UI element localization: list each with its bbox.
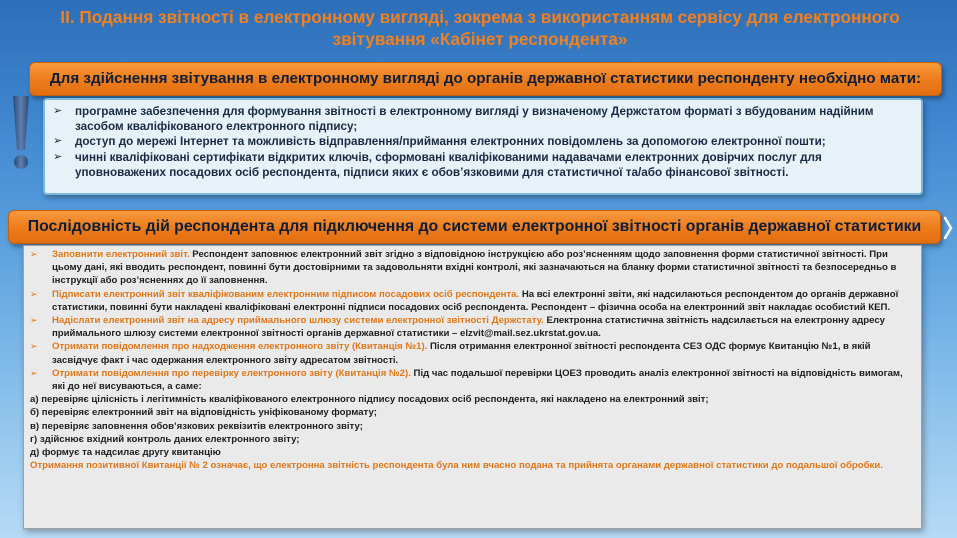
sequence-header: Послідовність дій респондента для підключення до системи електронної звітності органів державної статистики (8, 210, 941, 244)
step-text: Електронна статистична звітність надсилається на електронну адресу приймального шлюзу системи електронної звітності органів державної статистики – elzvit@mail.sez.ukrstat.gov.ua. (52, 315, 885, 340)
sequence-step (30, 248, 913, 288)
requirement-item (53, 134, 911, 149)
check-item: д) формує та надсилає другу квитанцію (30, 447, 221, 459)
step-lead: Отримати повідомлення про перевірку електронного звіту (Квитанція №2). (52, 367, 411, 379)
step-lead: Підписати електронний звіт кваліфікованим електронним підписом посадових осіб респондента. (52, 288, 520, 300)
requirements-panel (43, 98, 923, 195)
step-text: На всі електронні звіти, які надсилаються респондентом до органів державної статистики, повинні бути накладені кваліфіковані електронні підписи посадових осіб респондента. Респондент – фізична особа на електронний звіт накладає особистий КЕП. (52, 288, 899, 313)
check-item: б) перевіряє електронний звіт на відповідність уніфікованому формату; (30, 407, 377, 419)
requirement-text: доступ до мережі Інтернет та можливість відправлення/приймання електронних повідомлень за допомогою електронної пошти; (75, 135, 826, 149)
step-lead: Отримати повідомлення про надходження електронного звіту (Квитанція №1). (52, 341, 428, 353)
chevron-right-icon (943, 214, 953, 242)
check-item: в) перевіряє заповнення обов’язкових реквізитів електронного звіту; (30, 420, 363, 432)
requirement-text: чинні кваліфіковані сертифікати відкритих ключів, сформовані кваліфікованими надавачами електронних довірчих послуг для уповноважених посадових осіб респондента, підписи яких є обов’язковими для статистичної та/або фінансової звітності. (75, 150, 822, 179)
check-item: г) здійснює вхідний контроль даних електронного звіту; (30, 433, 300, 445)
slide-title: ІІ. Подання звітності в електронному вигляді, зокрема з використанням сервісу для електронного звітування «Кабінет респондента» (60, 7, 900, 49)
arrow-bullet-icon: ➢ (30, 341, 38, 352)
requirement-item (53, 150, 911, 180)
sequence-step (30, 367, 913, 393)
sequence-step (30, 314, 913, 340)
step-text: Після отримання електронної звітності респондента СЕЗ ОДС формує Квитанцію №1, в якій засвідчує факт і час одержання електронного звіту адресатом звітності. (52, 341, 871, 366)
arrow-bullet-icon: ➢ (30, 249, 38, 259)
sequence-step (30, 288, 913, 314)
step-text: Респондент заповнює електронний звіт згідно з відповідною інструкцією або роз’ясненням щодо заповнення форми статистичної звітності. При цьому дані, які вводить респондент, повинні бути достовірними та задовольняти вхідні контролі, які зазначаються на бланку форми статистичної звітності та безпосередньо в інструкції або роз’ясненнях до її заповнення. (52, 249, 897, 287)
sequence-panel (23, 245, 922, 529)
requirement-item (53, 104, 911, 134)
step-lead: Заповнити електронний звіт. (52, 249, 190, 260)
step-text: Під час подальшої перевірки ЦОЕЗ проводить аналіз електронної звітності на відповідність вимогам, які до неї висуваються, а саме: (52, 367, 903, 393)
sequence-step (30, 340, 913, 366)
arrow-bullet-icon: ➢ (53, 150, 63, 163)
arrow-bullet-icon: ➢ (53, 105, 63, 117)
arrow-bullet-icon: ➢ (53, 135, 63, 148)
arrow-bullet-icon: ➢ (30, 315, 38, 326)
check-item: а) перевіряє цілісність і легітимність кваліфікованого електронного підпису посадових осіб респондента, які накладено на електронний звіт; (30, 394, 709, 406)
requirements-header: Для здійснення звітування в електронному вигляді до органів державної статистики респонденту необхідно мати: (29, 62, 942, 96)
arrow-bullet-icon: ➢ (30, 288, 38, 299)
arrow-bullet-icon: ➢ (30, 367, 38, 378)
requirement-text: програмне забезпечення для формування звітності в електронному вигляді у визначеному Держстатом форматі з вбудованим надійним засобом кваліфікованого електронного підпису; (75, 105, 874, 134)
exclamation-icon (10, 92, 32, 172)
step-lead: Надіслати електронний звіт на адресу приймального шлюзу системи електронної звітності Держстату. (52, 315, 544, 327)
conclusion-text: Отримання позитивної Квитанції № 2 означає, що електронна звітність респондента була ним вчасно подана та прийнята органами державної статистики до подальшої обробки. (30, 460, 883, 472)
